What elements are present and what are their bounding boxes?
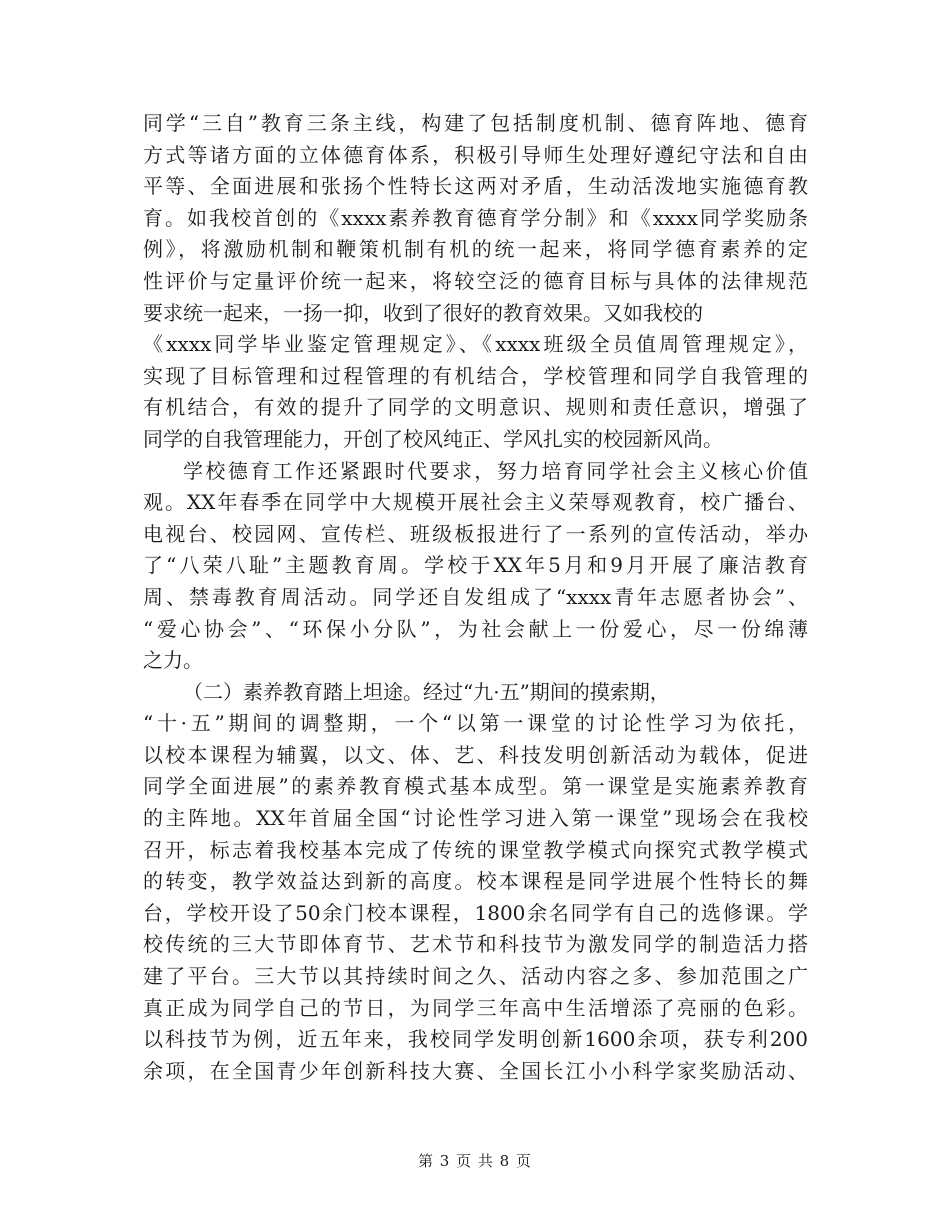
text-line: 以校本课程为辅翼，以文、体、艺、科技发明创新活动为载体，促进 [143,742,808,767]
text-line: 平等、全面进展和张扬个性特长这两对矛盾，生动活泼地实施德育教 [143,174,808,199]
text-line: “十·五”期间的调整期，一个“以第一课堂的讨论性学习为依托， [143,711,808,736]
text-line: 了“八荣八耻”主题教育周。学校于XX年5月和9月开展了廉洁教育 [143,553,808,578]
text-line: 要求统一起来，一扬一抑，收到了很好的教育效果。又如我校的 [143,300,703,325]
text-line: 实现了目标管理和过程管理的有机结合，学校管理和同学自我管理的 [143,363,808,388]
text-line: 的主阵地。XX年首届全国“讨论性学习进入第一课堂”现场会在我校 [143,806,808,831]
text-line: 同学全面进展”的素养教育模式基本成型。第一课堂是实施素养教育 [143,774,808,799]
text-line: 之力。 [143,648,203,673]
paragraph-first-line: 学校德育工作还紧跟时代要求，努力培育同学社会主义核心价值 [183,458,808,483]
text-line: 育。如我校首创的《xxxx素养教育德育学分制》和《xxxx同学奖励条 [143,205,808,230]
text-line: 观。XX年春季在同学中大规模开展社会主义荣辱观教育，校广播台、 [143,490,808,515]
text-line: 同学“三自”教育三条主线，构建了包括制度机制、德育阵地、德育 [143,111,808,135]
text-line: 例》，将激励机制和鞭策机制有机的统一起来，将同学德育素养的定 [143,237,808,262]
text-line: 周、禁毒教育周活动。同学还自发组成了“xxxx青年志愿者协会”、 [143,584,808,609]
document-body [143,108,808,1087]
text-line: 以科技节为例，近五年来，我校同学发明创新1600余项，获专利200 [143,1027,808,1052]
text-line: 《xxxx同学毕业鉴定管理规定》、《xxxx班级全员值周管理规定》， [143,332,808,357]
text-line: 真正成为同学自己的节日，为同学三年高中生活增添了亮丽的色彩。 [143,995,808,1020]
text-line: 方式等诸方面的立体德育体系，积极引导师生处理好遵纪守法和自由 [143,142,808,167]
text-line: 电视台、校园网、宣传栏、班级板报进行了一系列的宣传活动，举办 [143,521,808,546]
text-line: 台，学校开设了50余门校本课程，1800余名同学有自己的选修课。学 [143,900,808,925]
text-line: 同学的自我管理能力，开创了校风纯正、学风扎实的校园新风尚。 [143,426,723,451]
text-line: 召开，标志着我校基本完成了传统的课堂教学模式向探究式教学模式 [143,837,808,862]
text-line: 的转变，教学效益达到新的高度。校本课程是同学进展个性特长的舞 [143,869,808,894]
text-line: 余项，在全国青少年创新科技大赛、全国长江小小科学家奖励活动、 [143,1058,808,1083]
text-line: “爱心协会”、“环保小分队”，为社会献上一份爱心，尽一份绵薄 [143,616,808,641]
text-line: 有机结合，有效的提升了同学的文明意识、规则和责任意识，增强了 [143,395,808,420]
page-number-footer: 第 3 页 共 8 页 [418,1152,532,1170]
section-heading-line: （二）素养教育踏上坦途。经过“九·五”期间的摸索期， [183,679,670,704]
text-line: 校传统的三大节即体育节、艺术节和科技节为激发同学的制造活力搭 [143,932,808,957]
text-line: 性评价与定量评价统一起来，将较空泛的德育目标与具体的法律规范 [143,268,808,293]
text-line: 建了平台。三大节以其持续时间之久、活动内容之多、参加范围之广 [143,964,808,989]
